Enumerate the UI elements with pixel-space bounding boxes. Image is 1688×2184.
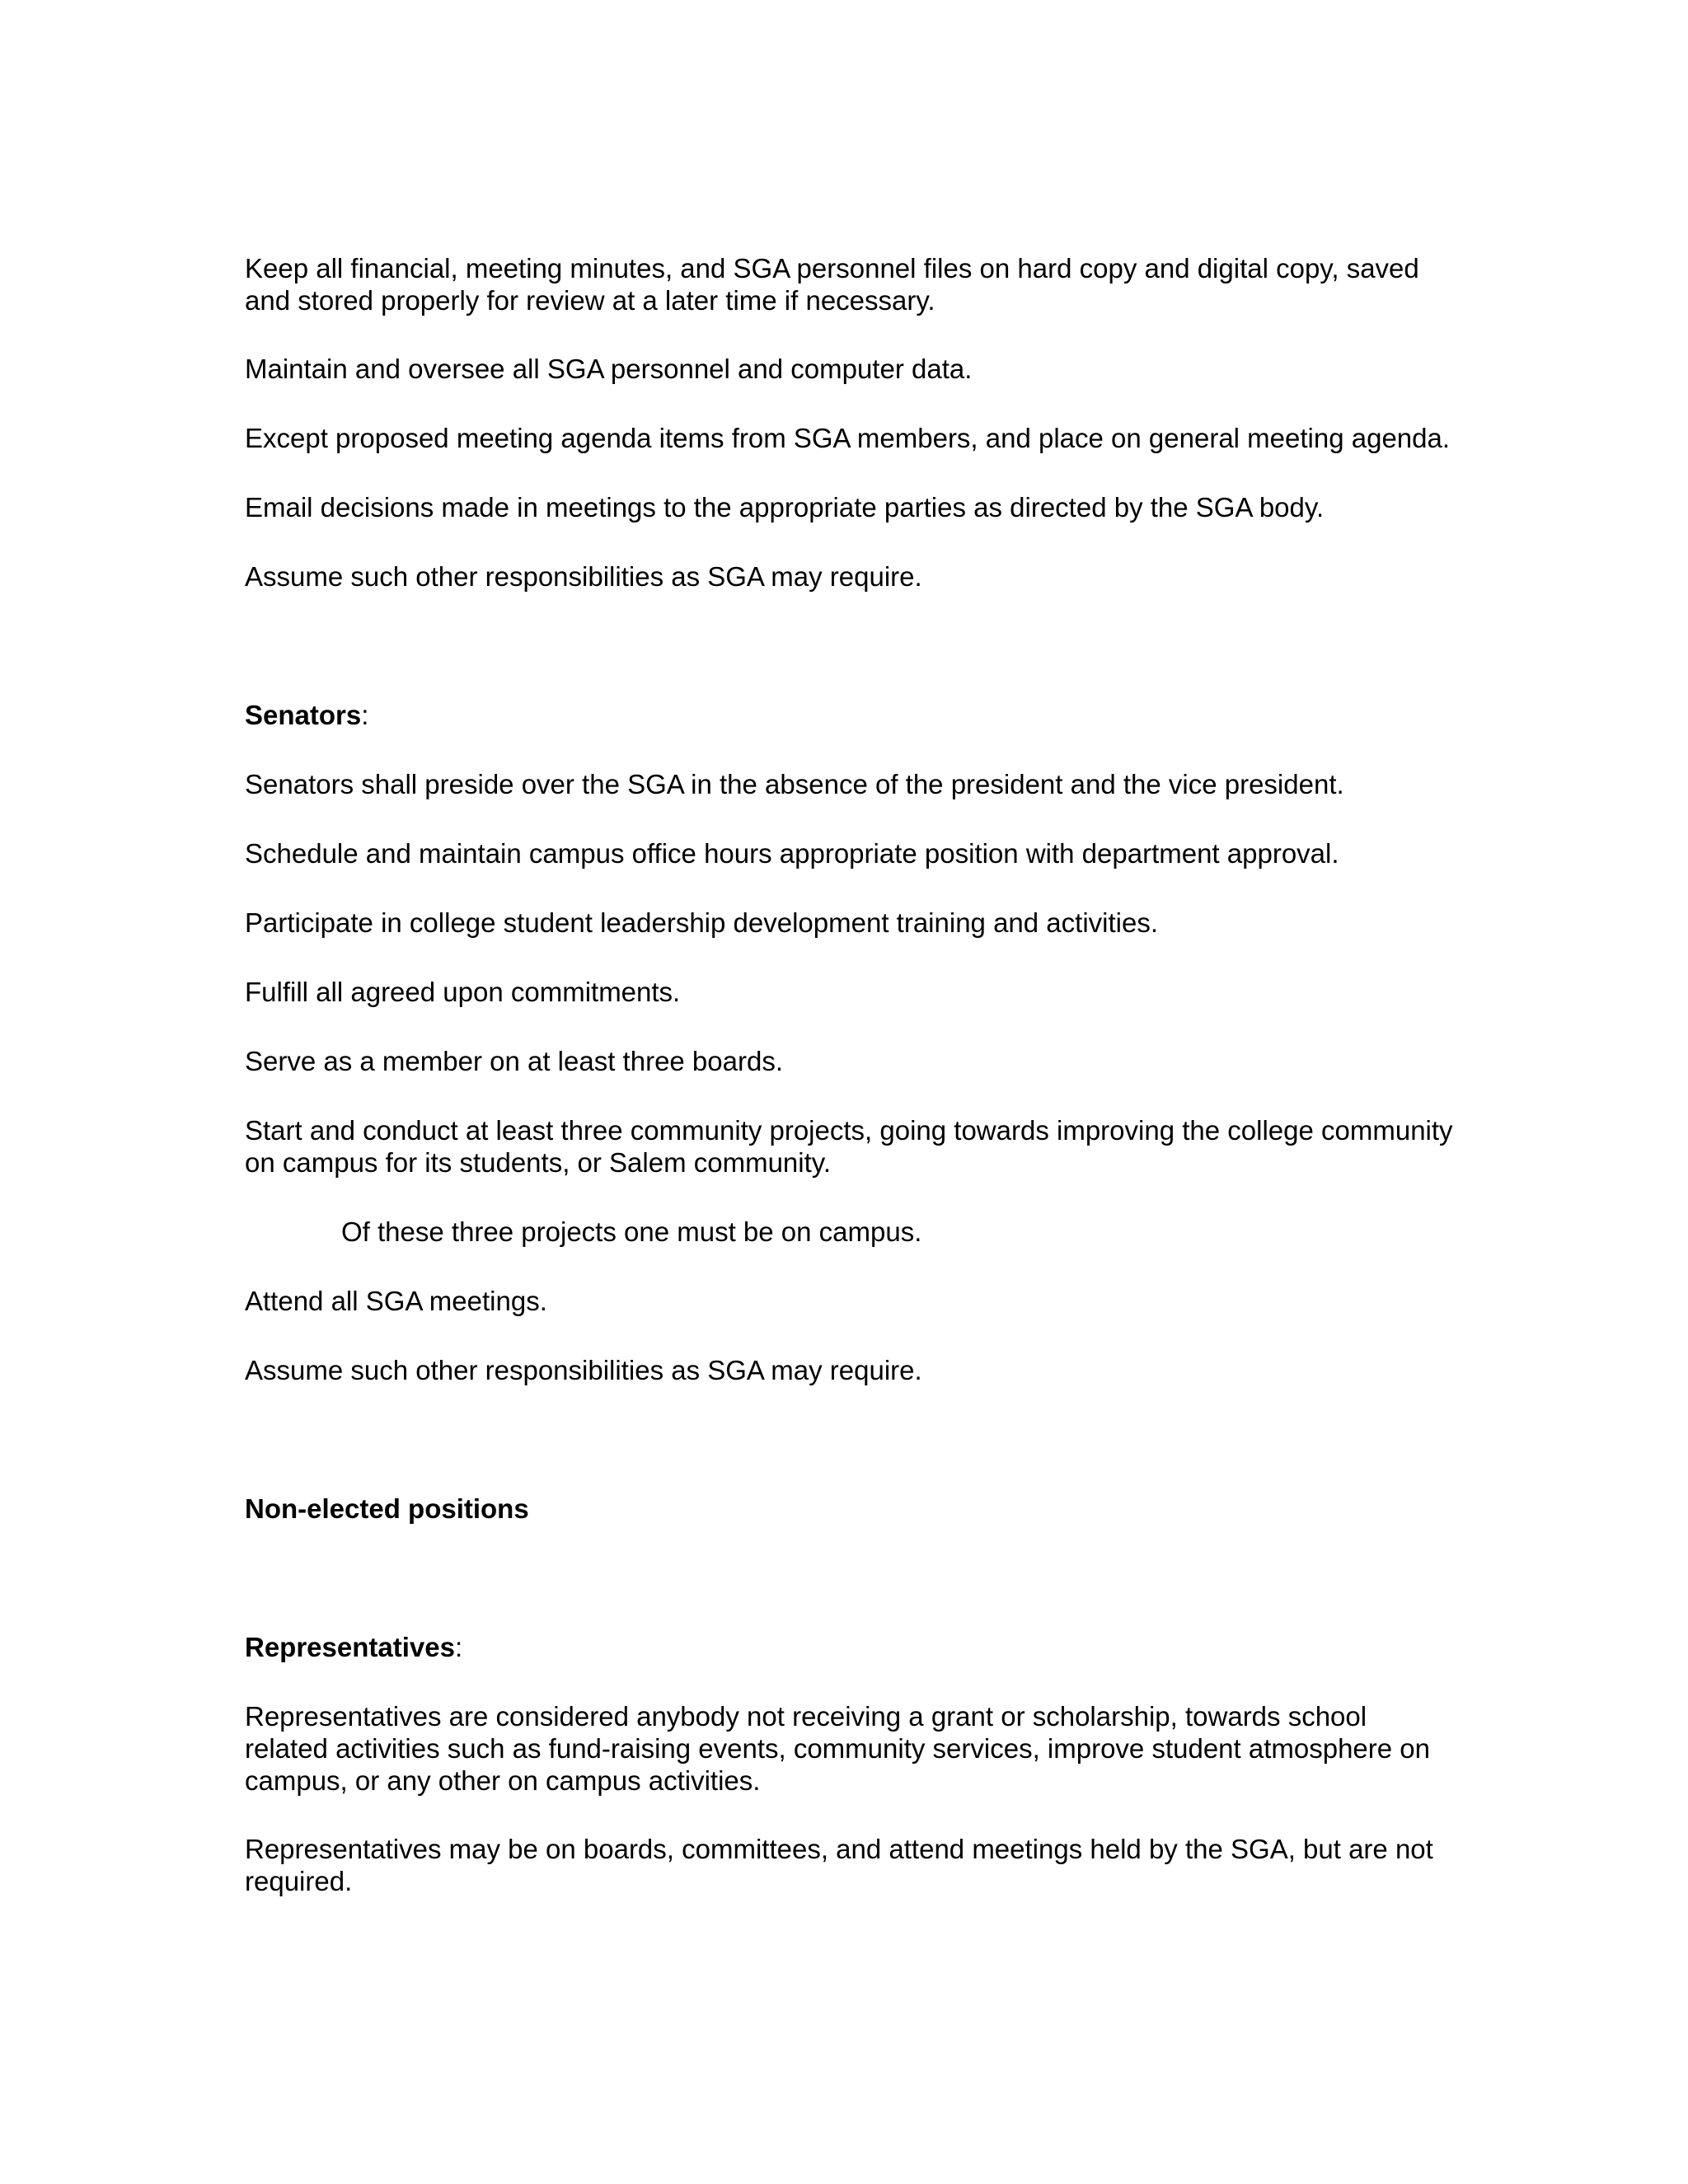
secretary-duty-2: Maintain and oversee all SGA personnel and computer data.	[245, 354, 973, 384]
senator-duty-3: Participate in college student leadership development training and activities.	[245, 907, 1158, 938]
senators-heading-text: Senators	[245, 700, 362, 730]
senators-heading	[245, 699, 1456, 731]
senator-duty-5: Serve as a member on at least three boards.	[245, 1046, 784, 1076]
senator-duty-2: Schedule and maintain campus office hours appropriate position with department approval.	[245, 838, 1339, 869]
senator-duty-1: Senators shall preside over the SGA in the absence of the president and the vice president.	[245, 769, 1344, 799]
senator-duty-6-subpoint: Of these three projects one must be on campus.	[341, 1216, 922, 1247]
senator-duty-6: Start and conduct at least three community projects, going towards improving the college community on campus for its students, or Salem community.	[245, 1115, 1453, 1178]
senator-duty-7: Attend all SGA meetings.	[245, 1286, 547, 1316]
senator-duty-8: Assume such other responsibilities as SGA may require.	[245, 1355, 922, 1385]
senator-duty-4: Fulfill all agreed upon commitments.	[245, 977, 681, 1007]
document-body	[245, 252, 1456, 1897]
representatives-heading	[245, 1631, 1456, 1663]
senators-heading-colon: :	[361, 700, 369, 730]
representatives-paragraph-2: Representatives may be on boards, committees, and attend meetings held by the SGA, but are not required.	[245, 1834, 1433, 1896]
representatives-paragraph-1: Representatives are considered anybody not receiving a grant or scholarship, towards school related activities such as fund-raising events, community services, improve student atmosphere on campus, or any other on campus activities.	[245, 1701, 1430, 1796]
representatives-heading-text: Representatives	[245, 1632, 455, 1662]
secretary-duty-3: Except proposed meeting agenda items from SGA members, and place on general meeting agenda.	[245, 423, 1451, 453]
non-elected-heading: Non-elected positions	[245, 1493, 529, 1524]
secretary-duty-1: Keep all financial, meeting minutes, and SGA personnel files on hard copy and digital copy, saved and stored properly for review at a later time if necessary.	[245, 253, 1419, 316]
secretary-duty-5: Assume such other responsibilities as SGA may require.	[245, 561, 922, 592]
secretary-duty-4: Email decisions made in meetings to the appropriate parties as directed by the SGA body.	[245, 492, 1325, 523]
representatives-heading-colon: :	[454, 1632, 463, 1662]
